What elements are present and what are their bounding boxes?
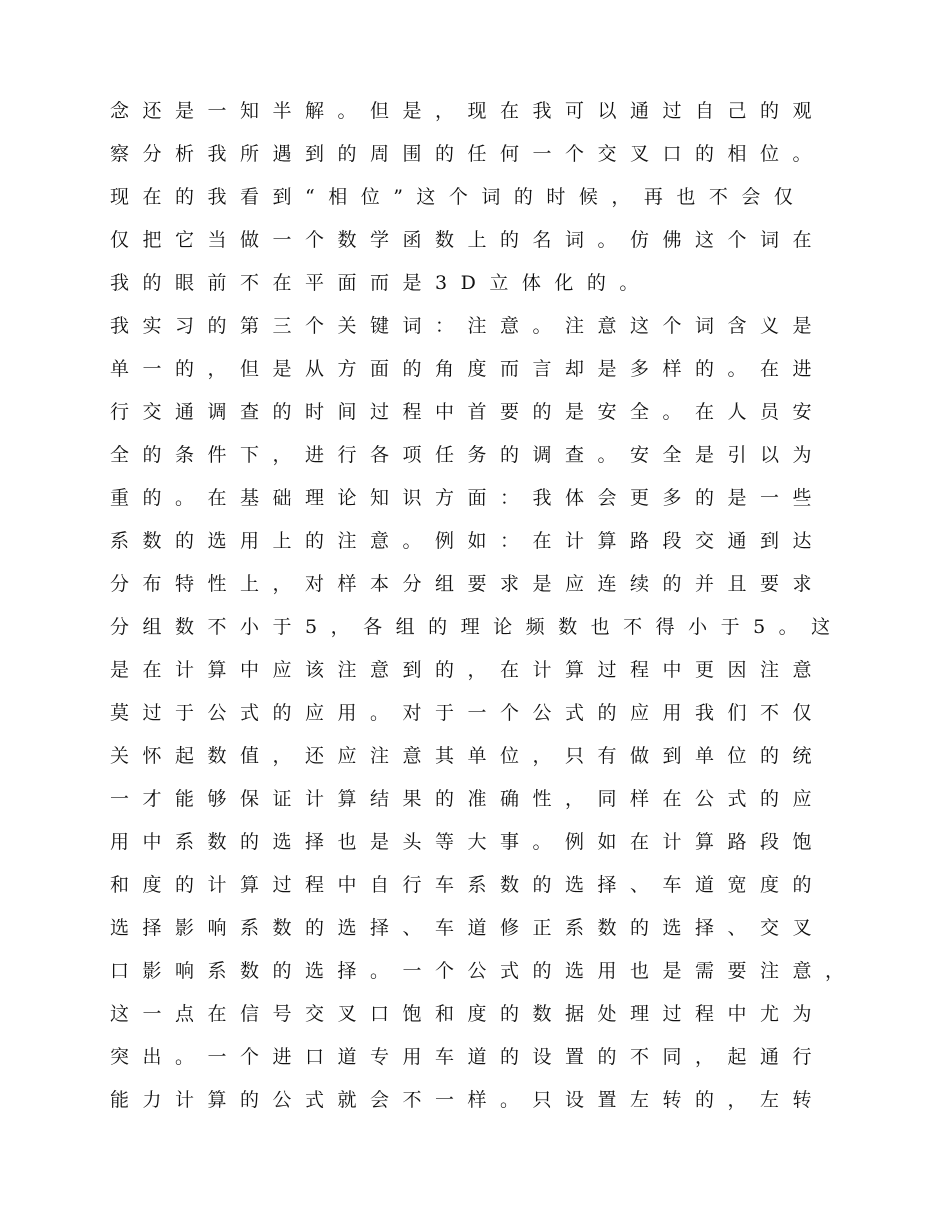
text-line: 这一点在信号交叉口饱和度的数据处理过程中尤为 bbox=[110, 1003, 826, 1025]
text-line: 察分析我所遇到的周围的任何一个交叉口的相位。 bbox=[110, 143, 826, 165]
text-line: 行交通调查的时间过程中首要的是安全。在人员安 bbox=[110, 401, 826, 423]
text-line: 我的眼前不在平面而是3D立体化的。 bbox=[110, 272, 652, 294]
text-line: 一才能够保证计算结果的准确性，同样在公式的应 bbox=[110, 788, 826, 810]
body-text bbox=[110, 90, 880, 1122]
text-line: 关怀起数值，还应注意其单位，只有做到单位的统 bbox=[110, 745, 826, 767]
text-line: 能力计算的公式就会不一样。只设置左转的，左转 bbox=[110, 1089, 826, 1111]
text-line: 突出。一个进口道专用车道的设置的不同，起通行 bbox=[110, 1046, 826, 1068]
text-line: 莫过于公式的应用。对于一个公式的应用我们不仅 bbox=[110, 702, 826, 724]
text-line: 是在计算中应该注意到的，在计算过程中更因注意 bbox=[110, 659, 826, 681]
text-line: 全的条件下，进行各项任务的调查。安全是引以为 bbox=[110, 444, 826, 466]
text-line: 念还是一知半解。但是，现在我可以通过自己的观 bbox=[110, 100, 826, 122]
text-line: 我实习的第三个关键词：注意。注意这个词含义是 bbox=[110, 315, 826, 337]
text-line: 口影响系数的选择。一个公式的选用也是需要注意， bbox=[110, 960, 858, 982]
text-line: 仅把它当做一个数学函数上的名词。仿佛这个词在 bbox=[110, 229, 826, 251]
text-line: 系数的选用上的注意。例如：在计算路段交通到达 bbox=[110, 530, 826, 552]
text-line: 分布特性上，对样本分组要求是应连续的并且要求 bbox=[110, 573, 826, 595]
text-line: 分组数不小于5，各组的理论频数也不得小于5。这 bbox=[110, 616, 844, 638]
text-line: 单一的，但是从方面的角度而言却是多样的。在进 bbox=[110, 358, 826, 380]
text-line: 现在的我看到“相位”这个词的时候，再也不会仅 bbox=[110, 186, 807, 208]
text-line: 和度的计算过程中自行车系数的选择、车道宽度的 bbox=[110, 874, 826, 896]
text-line: 重的。在基础理论知识方面：我体会更多的是一些 bbox=[110, 487, 826, 509]
text-line: 选择影响系数的选择、车道修正系数的选择、交叉 bbox=[110, 917, 826, 939]
text-line: 用中系数的选择也是头等大事。例如在计算路段饱 bbox=[110, 831, 826, 853]
